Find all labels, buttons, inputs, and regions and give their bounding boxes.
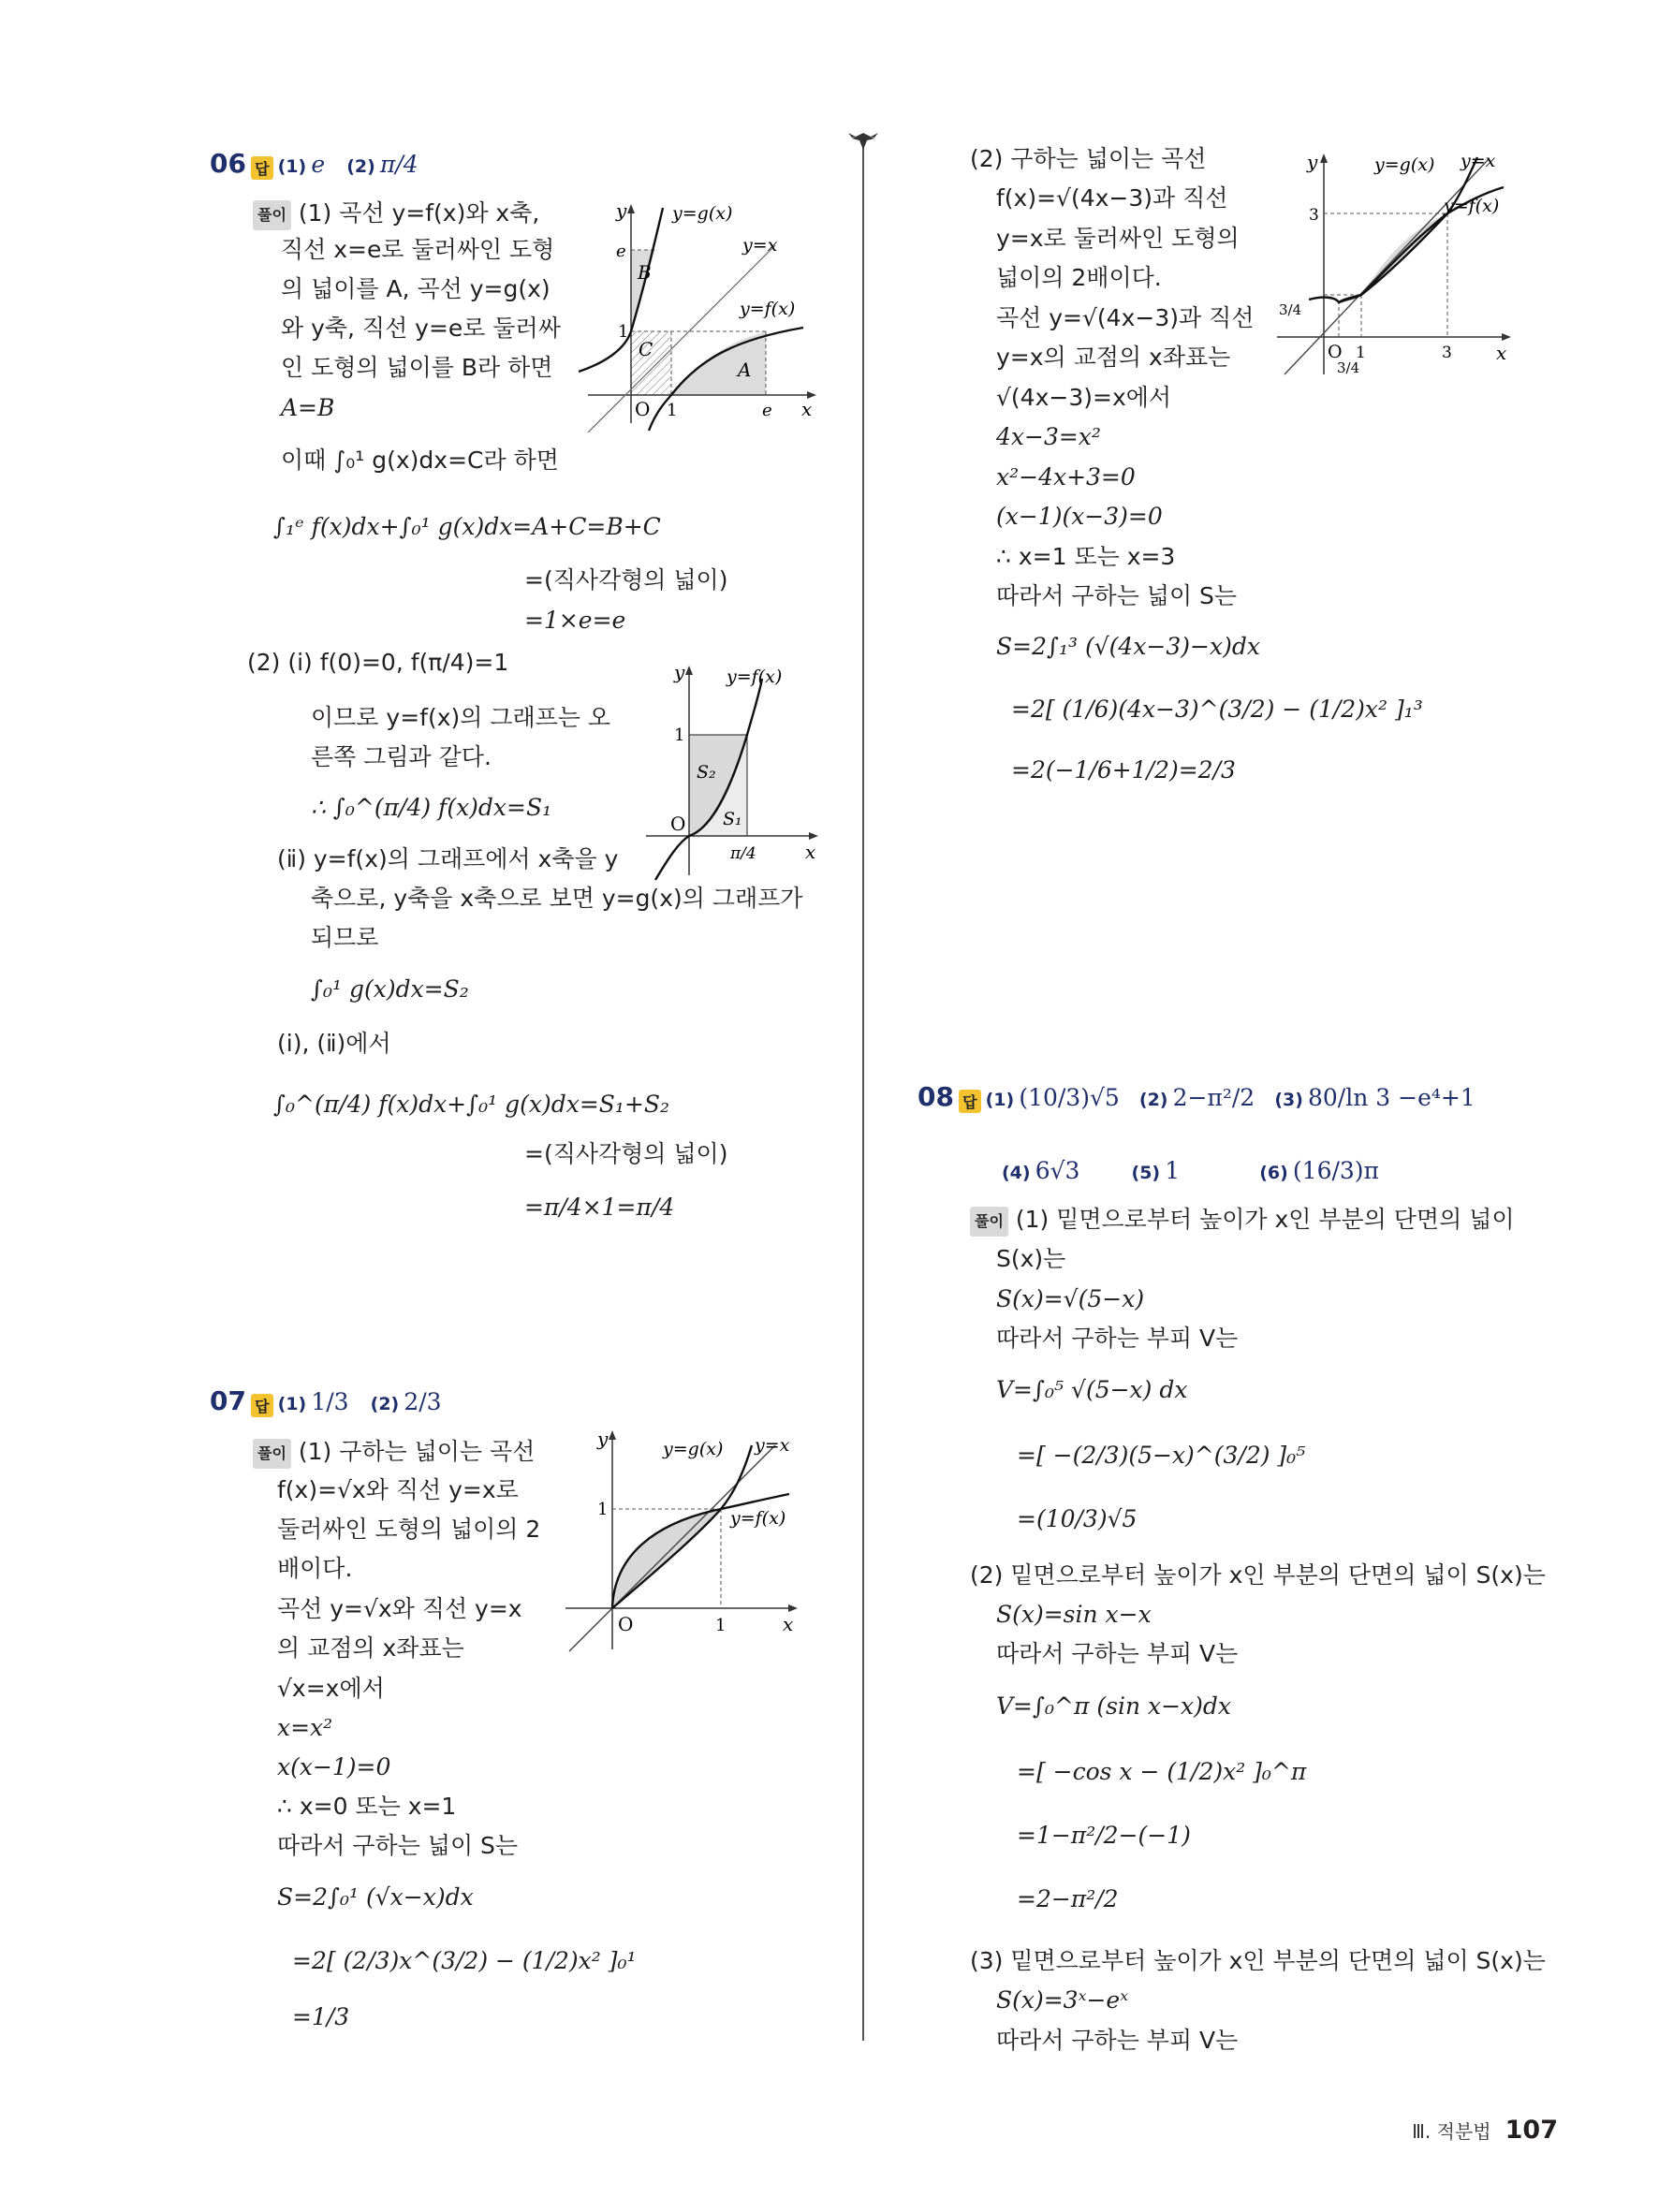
answer-value: π/4	[379, 151, 418, 178]
solution-badge: 풀이	[253, 200, 291, 230]
tick-label: π/4	[730, 844, 756, 863]
problem-08-header	[918, 1081, 1475, 1113]
chapter-label: Ⅲ. 적분법	[1412, 2120, 1491, 2143]
axis-label-x: x	[801, 398, 813, 420]
text-line: √x=x에서	[277, 1675, 385, 1702]
equation-line: =2[ (2/3)x^(3/2) − (1/2)x² ]₀¹	[292, 1947, 637, 1974]
text-line: S(x)는	[996, 1245, 1066, 1272]
origin-label: O	[618, 1613, 634, 1635]
axis-label-x: x	[805, 841, 816, 863]
equation-line: V=∫₀^π (sin x−x)dx	[996, 1692, 1232, 1720]
solution-line	[253, 199, 539, 230]
curve-label: y=f(x)	[730, 1508, 786, 1529]
text-line: 따라서 구하는 넓이 S는	[277, 1832, 519, 1859]
text-line: 둘러싸인 도형의 넓이의 2	[277, 1516, 541, 1543]
region-label: C	[639, 338, 653, 360]
equation-line: x(x−1)=0	[277, 1753, 391, 1780]
equation-line: S=2∫₀¹ (√x−x)dx	[277, 1883, 474, 1911]
axis-label-x: x	[1496, 342, 1507, 364]
solution-badge: 풀이	[253, 1439, 291, 1469]
curve-label: y=f(x)	[740, 299, 796, 319]
text-line: 곡선 y=√x와 직선 y=x	[277, 1595, 522, 1622]
equation-line: =(10/3)√5	[1017, 1505, 1138, 1532]
text-line: 따라서 구하는 부피 V는	[996, 2027, 1239, 2054]
curve-label: y=x	[742, 235, 778, 256]
answer-label: (5)	[1131, 1163, 1161, 1183]
tick-label: 1	[1356, 344, 1366, 362]
text-line: ∴ x=0 또는 x=1	[277, 1793, 457, 1820]
problem-number: 06	[210, 148, 246, 179]
equation-line: =[ −cos x − (1/2)x² ]₀^π	[1017, 1758, 1307, 1785]
graph-07-1	[560, 1425, 803, 1659]
equation-line: S(x)=√(5−x)	[996, 1285, 1145, 1312]
problem-07-header	[210, 1385, 442, 1417]
page-footer	[1412, 2116, 1558, 2145]
equation-line: x²−4x+3=0	[996, 463, 1136, 491]
text-line: 의 교점의 x좌표는	[277, 1634, 464, 1662]
tick-label: 1	[618, 322, 629, 342]
text-line: (1) 구하는 넓이는 곡선	[298, 1438, 536, 1465]
axis-label-x: x	[783, 1613, 794, 1635]
answer-label: (2)	[1138, 1090, 1168, 1110]
text-line: (3) 밑면으로부터 높이가 x인 부분의 단면의 넓이 S(x)는	[970, 1947, 1546, 1974]
equation-line: S(x)=3ˣ−eˣ	[996, 1986, 1129, 2014]
answer-value: e	[311, 151, 326, 178]
equation-line: S(x)=sin x−x	[996, 1601, 1152, 1628]
origin-label: O	[670, 813, 686, 835]
tick-label: 3/4	[1279, 301, 1302, 318]
equation-line: =[ −(2/3)(5−x)^(3/2) ]₀⁵	[1017, 1442, 1306, 1469]
curve-label: y=g(x)	[663, 1439, 724, 1459]
origin-label: O	[1328, 342, 1343, 362]
equation-line: =(직사각형의 넓이)	[524, 1140, 728, 1167]
text-line: ∴ x=1 또는 x=3	[996, 543, 1176, 570]
problem-number: 08	[918, 1081, 954, 1112]
answer-value: 1/3	[311, 1388, 349, 1415]
answer-label: (3)	[1274, 1090, 1303, 1110]
solution-line	[970, 1206, 1514, 1237]
curve-label: y=g(x)	[672, 203, 733, 224]
equation-line: =1×e=e	[524, 607, 626, 634]
text-line: y=x의 교점의 x좌표는	[996, 344, 1231, 371]
text-line: 배이다.	[277, 1555, 353, 1582]
text-line: 따라서 구하는 부피 V는	[996, 1640, 1239, 1667]
solution-line	[253, 1438, 535, 1469]
axis-label-y: y	[1307, 151, 1318, 173]
text-line: f(x)=√(4x−3)과 직선	[996, 184, 1228, 212]
text-line: 되므로	[311, 924, 379, 951]
text-line: √(4x−3)=x에서	[996, 384, 1172, 411]
text-line: (2) (ⅰ) f(0)=0, f(π/4)=1	[247, 649, 509, 676]
answer-label: (1)	[277, 156, 307, 177]
equation-line: =2(−1/6+1/2)=2/3	[1011, 756, 1236, 784]
text-line: 곡선 y=√(4x−3)과 직선	[996, 304, 1255, 331]
tick-label: 3	[1309, 206, 1319, 225]
equation-line: =1/3	[292, 2003, 350, 2030]
answer-label: (1)	[277, 1394, 307, 1414]
axis-label-y: y	[597, 1428, 609, 1450]
answer-label: (2)	[370, 1394, 400, 1414]
text-line: (2) 구하는 넓이는 곡선	[970, 145, 1207, 172]
problem-08-answers-row2	[1002, 1157, 1379, 1184]
answer-value: (10/3)√5	[1019, 1084, 1120, 1111]
curve-label: y=f(x)	[1444, 196, 1500, 216]
text-line: (ⅰ), (ⅱ)에서	[277, 1030, 391, 1057]
problem-06-header	[210, 148, 418, 180]
tick-label: 1	[674, 725, 685, 745]
equation-line: =2−π²/2	[1017, 1885, 1119, 1912]
text-line: A=B	[281, 394, 335, 421]
text-line: 인 도형의 넓이를 B라 하면	[281, 354, 553, 381]
equation-line: (x−1)(x−3)=0	[996, 503, 1163, 530]
text-line: 축으로, y축을 x축으로 보면 y=g(x)의 그래프가	[311, 885, 803, 912]
text-line: (2) 밑면으로부터 높이가 x인 부분의 단면의 넓이 S(x)는	[970, 1561, 1546, 1589]
graph-06-2	[637, 660, 824, 885]
equation-line: =π/4×1=π/4	[524, 1194, 675, 1221]
text-line: 직선 x=e로 둘러싸인 도형	[281, 236, 555, 263]
tick-label: 1	[597, 1500, 609, 1519]
equation-line: ∴ ∫₀^(π/4) f(x)dx=S₁	[311, 794, 552, 821]
text-line: 따라서 구하는 넓이 S는	[996, 582, 1238, 609]
tick-label: 1	[715, 1616, 727, 1635]
curve-label: y=x	[1461, 151, 1496, 171]
equation-line: ∫₀¹ g(x)dx=S₂	[311, 975, 469, 1003]
text-line: (ⅱ) y=f(x)의 그래프에서 x축을 y	[277, 845, 619, 872]
ornament-icon	[846, 129, 880, 152]
axis-label-y: y	[616, 199, 627, 222]
curve-label: y=f(x)	[727, 667, 783, 687]
graph-06-1	[579, 198, 822, 432]
answer-value: 2/3	[404, 1388, 442, 1415]
equation-line: ∫₁ᵉ f(x)dx+∫₀¹ g(x)dx=A+C=B+C	[273, 513, 661, 540]
text-line: 와 y축, 직선 y=e로 둘러싸	[281, 315, 561, 342]
curve-label: y=g(x)	[1374, 154, 1435, 175]
text-line: 넓이의 2배이다.	[996, 264, 1162, 291]
equation-line: S=2∫₁³ (√(4x−3)−x)dx	[996, 633, 1260, 660]
region-label: S₂	[697, 762, 716, 783]
answer-label: (2)	[346, 156, 375, 177]
text-line: 의 넓이를 A, 곡선 y=g(x)	[281, 275, 551, 302]
answer-badge: 답	[251, 156, 272, 180]
answer-value: 80/ln 3 −e⁴+1	[1308, 1084, 1475, 1111]
answer-badge: 답	[251, 1394, 272, 1417]
tick-label: 1	[667, 401, 678, 420]
solution-badge: 풀이	[970, 1207, 1008, 1237]
text-line: y=x로 둘러싸인 도형의	[996, 225, 1240, 252]
origin-label: O	[635, 398, 651, 420]
answer-value: (16/3)π	[1292, 1157, 1379, 1184]
equation-line: =(직사각형의 넓이)	[524, 566, 728, 593]
tick-label: e	[762, 401, 772, 420]
equation-line: V=∫₀⁵ √(5−x) dx	[996, 1376, 1188, 1403]
column-divider	[862, 140, 864, 2041]
equation-line: ∫₀^(π/4) f(x)dx+∫₀¹ g(x)dx=S₁+S₂	[273, 1091, 670, 1118]
text-line: f(x)=√x와 직선 y=x로	[277, 1476, 519, 1503]
region-label: B	[638, 261, 652, 284]
equation-line: =1−π²/2−(−1)	[1017, 1822, 1191, 1849]
text-line: (1) 곡선 y=f(x)와 x축,	[298, 199, 540, 227]
answer-badge: 답	[959, 1090, 980, 1113]
equation-line: 4x−3=x²	[996, 423, 1101, 450]
axis-label-y: y	[674, 661, 685, 683]
region-label: A	[738, 359, 752, 381]
region-label: S₁	[723, 809, 742, 829]
answer-label: (1)	[985, 1090, 1015, 1110]
text-line: 이때 ∫₀¹ g(x)dx=C라 하면	[281, 447, 559, 474]
answer-label: (6)	[1259, 1163, 1288, 1183]
answer-value: 2−π²/2	[1172, 1084, 1255, 1111]
text-line: 따라서 구하는 부피 V는	[996, 1325, 1239, 1352]
text-line: (1) 밑면으로부터 높이가 x인 부분의 단면의 넓이	[1015, 1206, 1515, 1233]
tick-label: e	[616, 242, 626, 261]
text-line: 른쪽 그림과 같다.	[311, 743, 492, 770]
problem-number: 07	[210, 1385, 246, 1416]
answer-value: 1	[1165, 1157, 1181, 1184]
graph-07-2	[1271, 150, 1515, 384]
answer-label: (4)	[1002, 1163, 1031, 1183]
equation-line: =2[ (1/6)(4x−3)^(3/2) − (1/2)x² ]₁³	[1011, 696, 1423, 723]
text-line: 이므로 y=f(x)의 그래프는 오	[311, 704, 611, 731]
page-number: 107	[1505, 2116, 1558, 2145]
equation-line: x=x²	[277, 1714, 333, 1741]
tick-label: 3	[1442, 344, 1452, 362]
tick-label: 3/4	[1337, 359, 1360, 376]
answer-value: 6√3	[1035, 1157, 1080, 1184]
curve-label: y=x	[755, 1435, 790, 1456]
